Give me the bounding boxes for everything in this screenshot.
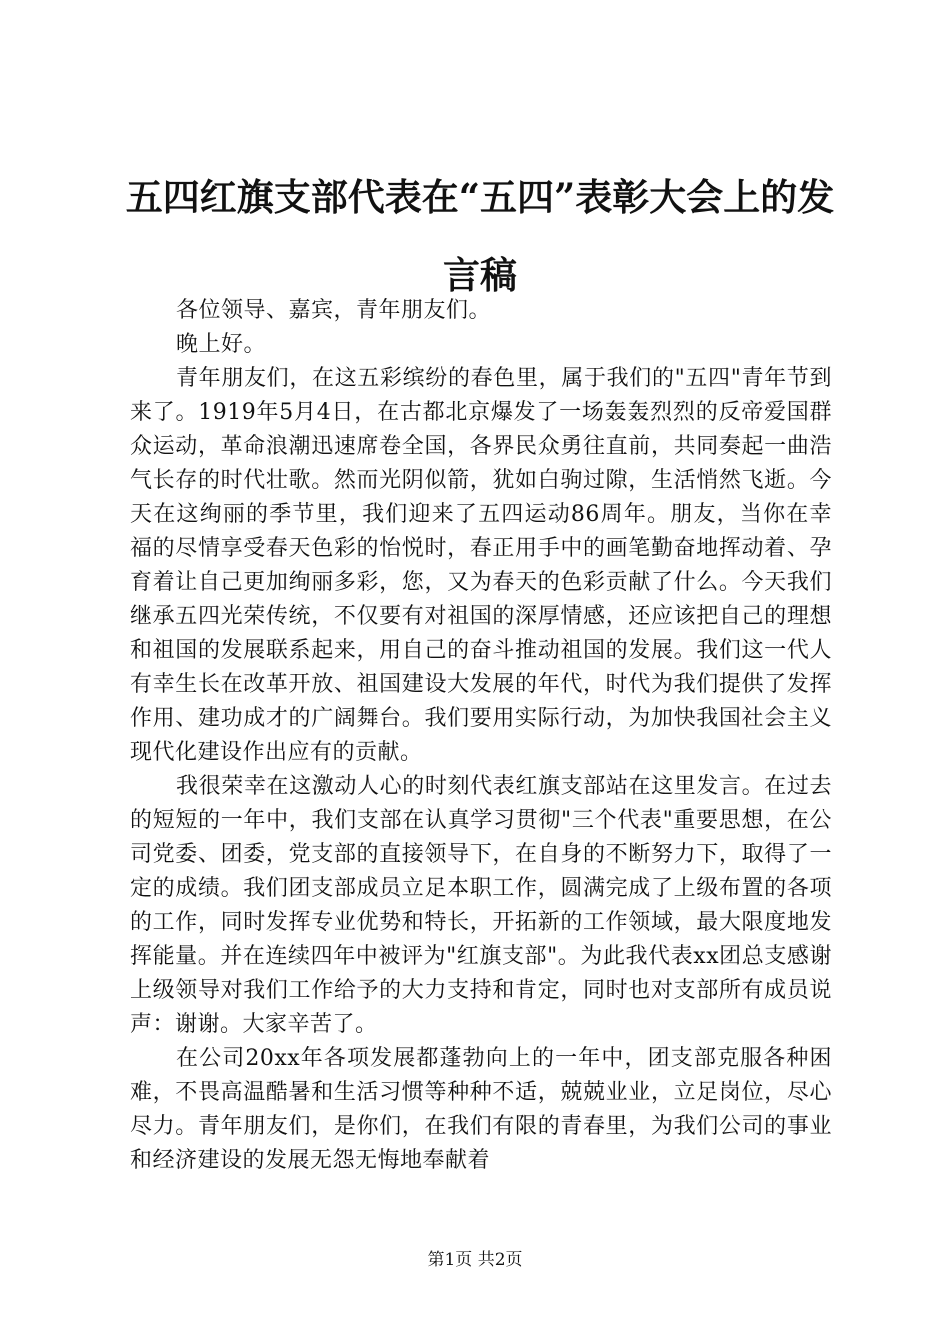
body-paragraph-2: 我很荣幸在这激动人心的时刻代表红旗支部站在这里发言。在过去的短短的一年中，我们支部在认真学习贯彻"三个代表"重要思想，在公司党委、团委，党支部的直接领导下，在自身的不断努力下，取得了一定的成绩。我们团支部成员立足本职工作，圆满完成了上级布置的各项的工作，同时发挥专业优势和特长，开拓新的工作领域，最大限度地发挥能量。并在连续四年中被评为"红旗支部"。为此我代表xx团总支感谢上级领导对我们工作给予的大力支持和肯定，同时也对支部所有成员说声：谢谢。大家辛苦了。 [130, 774, 832, 1037]
salutation-paragraph: 各位领导、嘉宾，青年朋友们。 [176, 298, 492, 323]
greeting-paragraph: 晚上好。 [176, 332, 267, 357]
page-number-footer: 第1页 共2页 [427, 1250, 523, 1270]
document-body [130, 294, 832, 1178]
document-title: 五四红旗支部代表在“五四”表彰大会上的发言稿 [125, 175, 835, 297]
body-paragraph-1: 青年朋友们，在这五彩缤纷的春色里，属于我们的"五四"青年节到来了。1919年5月4日，在古都北京爆发了一场轰轰烈烈的反帝爱国群众运动，革命浪潮迅速席卷全国，各界民众勇往直前，共同奏起一曲浩气长存的时代壮歌。然而光阴似箭，犹如白驹过隙，生活悄然飞逝。今天在这绚丽的季节里，我们迎来了五四运动86周年。朋友，当你在幸福的尽情享受春天色彩的怡悦时，春正用手中的画笔勤奋地挥动着、孕育着让自己更加绚丽多彩，您，又为春天的色彩贡献了什么。今天我们继承五四光荣传统，不仅要有对祖国的深厚情感，还应该把自己的理想和祖国的发展联系起来，用自己的奋斗推动祖国的发展。我们这一代人有幸生长在改革开放、祖国建设大发展的年代，时代为我们提供了发挥作用、建功成才的广阔舞台。我们要用实际行动，为加快我国社会主义现代化建设作出应有的贡献。 [130, 366, 832, 765]
body-paragraph-3: 在公司20xx年各项发展都蓬勃向上的一年中，团支部克服各种困难，不畏高温酷暑和生活习惯等种种不适，兢兢业业，立足岗位，尽心尽力。青年朋友们，是你们，在我们有限的青春里，为我们公司的事业和经济建设的发展无怨无悔地奉献着 [130, 1046, 832, 1173]
